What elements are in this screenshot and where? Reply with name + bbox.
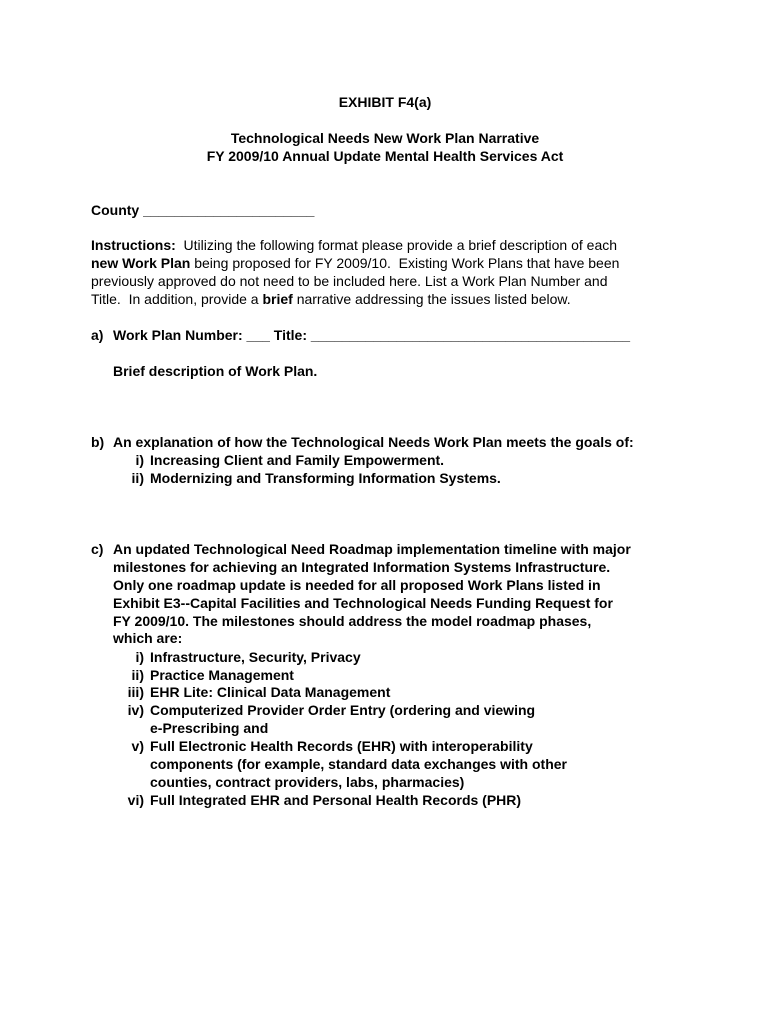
title-line-2: FY 2009/10 Annual Update Mental Health Services Act	[206, 148, 564, 164]
section-a-marker: a)	[91, 327, 104, 343]
section-c-marker: c)	[91, 541, 104, 557]
item-text: Infrastructure, Security, Privacy	[150, 649, 361, 665]
item-text: counties, contract providers, labs, pharmacies)	[150, 774, 465, 790]
instructions-text-4b: narrative addressing the issues listed below.	[292, 291, 571, 307]
item-number: v)	[131, 738, 144, 754]
section-c-item-continued	[120, 719, 268, 737]
section-b-marker: b)	[91, 434, 105, 450]
section-c-line: FY 2009/10. The milestones should address the model roadmap phases,	[113, 613, 592, 629]
section-c-item	[120, 791, 521, 809]
item-text: Full Integrated EHR and Personal Health Records (PHR)	[150, 792, 522, 808]
item-text: Practice Management	[150, 667, 294, 683]
instructions-text-4a: Title. In addition, provide a	[91, 291, 263, 307]
section-c-item	[120, 683, 390, 701]
exhibit-heading: EXHIBIT F4(a)	[338, 94, 432, 110]
item-number: i)	[135, 649, 144, 665]
instructions-label: Instructions:	[91, 237, 176, 253]
item-text: e-Prescribing and	[150, 720, 269, 736]
section-a-brief: Brief description of Work Plan.	[113, 363, 318, 379]
item-text: Full Electronic Health Records (EHR) with interoperability	[150, 738, 533, 754]
section-c-line: milestones for achieving an Integrated Information Systems Infrastructure.	[113, 559, 611, 575]
section-c-line: which are:	[113, 630, 183, 646]
item-text: Computerized Provider Order Entry (ordering and viewing	[150, 702, 536, 718]
instructions-text-1: Utilizing the following format please provide a brief description of each	[175, 237, 618, 253]
section-b-line: An explanation of how the Technological Needs Work Plan meets the goals of:	[113, 434, 634, 450]
county-label: County	[91, 202, 140, 218]
section-c-item-continued	[120, 773, 464, 791]
section-c-line: Only one roadmap update is needed for all proposed Work Plans listed in	[113, 577, 601, 593]
instructions-text-2: being proposed for FY 2009/10. Existing Work Plans that have been	[190, 255, 620, 271]
section-c-line: An updated Technological Need Roadmap implementation timeline with major	[113, 541, 631, 557]
instructions-line-4	[91, 290, 571, 308]
item-number: ii)	[131, 667, 144, 683]
instructions-brief: brief	[262, 291, 293, 307]
instructions-new-work-plan: new Work Plan	[91, 255, 191, 271]
section-c-item	[120, 666, 294, 684]
item-text: Modernizing and Transforming Information Systems.	[150, 470, 501, 486]
section-c-item	[120, 648, 361, 666]
item-number: ii)	[131, 470, 144, 486]
item-number: iii)	[127, 684, 144, 700]
item-number: i)	[135, 452, 144, 468]
section-c-item	[120, 701, 535, 719]
instructions-line-1	[91, 236, 617, 254]
county-blank: ______________________	[143, 202, 315, 218]
county-field	[91, 202, 314, 218]
section-a-work-plan-line: Work Plan Number: ___ Title: _________________________________________	[113, 327, 631, 343]
instructions-line-3: previously approved do not need to be included here. List a Work Plan Number and	[91, 273, 608, 289]
item-text: components (for example, standard data exchanges with other	[150, 756, 567, 772]
title-line-1: Technological Needs New Work Plan Narrative	[230, 130, 540, 146]
item-text: EHR Lite: Clinical Data Management	[150, 684, 391, 700]
section-c-item	[120, 737, 533, 755]
item-number: vi)	[127, 792, 144, 808]
item-number: iv)	[127, 702, 144, 718]
section-c-item-continued	[120, 755, 567, 773]
section-b-item	[120, 469, 501, 487]
item-text: Increasing Client and Family Empowerment.	[150, 452, 445, 468]
section-b-item	[120, 451, 444, 469]
instructions-line-2	[91, 254, 619, 272]
section-c-line: Exhibit E3--Capital Facilities and Technological Needs Funding Request for	[113, 595, 613, 611]
